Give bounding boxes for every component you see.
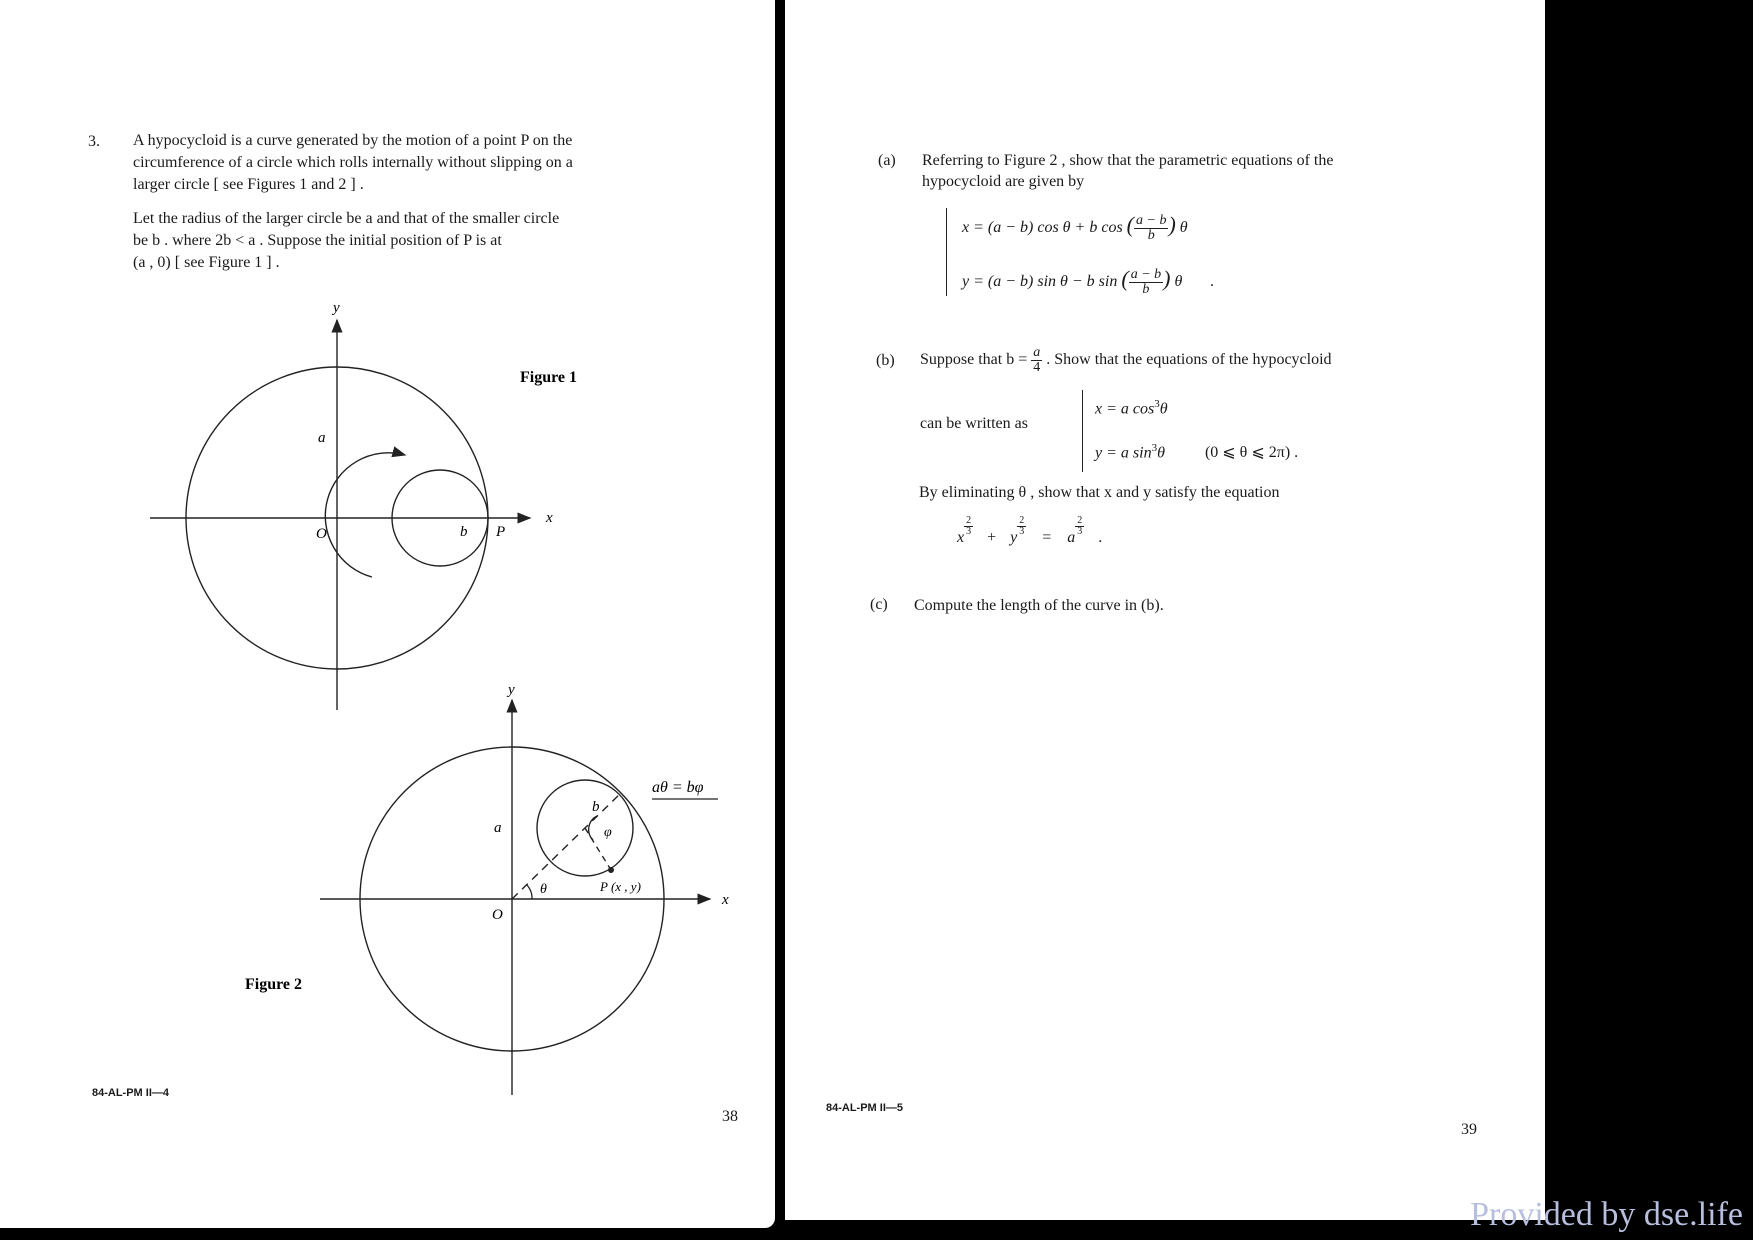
final-a: a: [1067, 529, 1076, 546]
fig2-label-a: a: [494, 820, 502, 836]
paren-close: ): [1163, 266, 1171, 292]
eq-y-frac-num: a − b: [1130, 267, 1162, 282]
question-number: 3.: [88, 133, 100, 150]
eq-x-frac-num: a − b: [1136, 213, 1167, 228]
b-eq-y-cube: 3: [1151, 442, 1158, 454]
part-b-line1-end: . Show that the equations of the hypocycloid: [1046, 351, 1332, 369]
fig2-title: Figure 2: [245, 976, 303, 993]
fig1-label-o: O: [316, 526, 327, 542]
eq-x-frac-den: b: [1147, 228, 1155, 243]
final-y-exp-den: 3: [1019, 526, 1025, 537]
part-b-final-equation: [957, 516, 1102, 549]
b-frac-den: 4: [1033, 360, 1041, 375]
eq-x-fraction: [1134, 214, 1168, 243]
setup-line-1: Let the radius of the larger circle be a and that of the smaller circle: [133, 210, 560, 227]
page-number-right: 39: [1461, 1121, 1477, 1138]
part-c-label: (c): [870, 596, 888, 613]
final-y-exp: [1017, 516, 1026, 537]
b-eq-y-theta: θ: [1157, 444, 1165, 462]
fig1-label-x: x: [546, 510, 553, 526]
page-number-left: 38: [722, 1108, 738, 1125]
eq-x-theta: θ: [1179, 219, 1188, 237]
b-eq-x-cube: 3: [1154, 398, 1160, 410]
part-a-brace: [946, 208, 947, 296]
paren-open: (: [1121, 266, 1129, 292]
final-plus: +: [987, 529, 997, 546]
final-a-exp-num: 2: [1077, 515, 1083, 526]
fig1-title: Figure 1: [520, 369, 578, 386]
figure-1: [0, 290, 775, 710]
intro-line-2: circumference of a circle which rolls internally without slipping on a: [133, 154, 573, 171]
part-b-label: (b): [876, 352, 895, 369]
part-b-line1-start: Suppose that b =: [920, 351, 1028, 369]
b-eq-y-text: y = a sin: [1095, 444, 1152, 462]
part-b-line-2: can be written as: [920, 415, 1028, 432]
part-b-eq-y: [1095, 437, 1298, 464]
intro-line-1: A hypocycloid is a curve generated by the motion of a point P on the: [133, 132, 573, 149]
part-b-line-3: By eliminating θ , show that x and y satisfy the equation: [919, 484, 1280, 501]
final-a-exp-den: 3: [1077, 526, 1083, 537]
watermark: Provided by dse.life: [1470, 1196, 1743, 1233]
part-b-line-1: [920, 346, 1332, 375]
left-page: [0, 0, 775, 1228]
b-fraction: [1031, 346, 1042, 375]
part-a-line-2: hypocycloid are given by: [922, 173, 1085, 190]
fig2-label-x: x: [722, 892, 729, 908]
part-a-eq-x: [962, 214, 1188, 243]
final-y-exp-num: 2: [1019, 515, 1025, 526]
part-b-eq-x: [1095, 393, 1168, 420]
final-y: y: [1010, 529, 1018, 546]
fig2-relation: aθ = bφ: [652, 779, 704, 796]
final-x-exp: [964, 516, 973, 537]
eq-x-left: x = (a − b) cos θ + b cos: [962, 219, 1123, 237]
fig1-label-p: P: [496, 524, 506, 540]
fig2-label-point: P (x , y): [600, 879, 641, 894]
fig2-label-y: y: [508, 682, 515, 698]
part-a-label: (a): [878, 152, 896, 169]
fig2-theta-arc: [527, 885, 532, 899]
footer-code-left: 84-AL-PM II—4: [92, 1087, 170, 1099]
intro-line-3: larger circle [ see Figures 1 and 2 ] .: [133, 176, 364, 193]
eq-y-end: .: [1210, 273, 1215, 291]
setup-line-3: (a , 0) [ see Figure 1 ] .: [133, 254, 280, 271]
setup-line-2: be b . where 2b < a . Suppose the initial position of P is at: [133, 232, 502, 249]
fig2-label-theta: θ: [540, 882, 547, 897]
paren-open: (: [1126, 212, 1134, 238]
fig1-label-b: b: [460, 524, 468, 540]
part-a-line-1: Referring to Figure 2 , show that the parametric equations of the: [922, 152, 1334, 169]
final-x: x: [957, 529, 965, 546]
fig1-label-y: y: [333, 300, 340, 316]
fig1-label-a: a: [318, 430, 326, 446]
part-a-eq-y: [962, 268, 1214, 297]
final-equals: =: [1042, 529, 1052, 546]
right-page: [785, 0, 1545, 1220]
final-x-exp-den: 3: [966, 526, 972, 537]
paren-close: ): [1168, 212, 1176, 238]
fig2-label-o: O: [492, 907, 503, 923]
part-b-brace: [1082, 390, 1083, 472]
final-x-exp-num: 2: [966, 515, 972, 526]
fig2-point-p: [608, 867, 614, 873]
fig2-phi-arc: [589, 816, 597, 840]
b-eq-x-theta: θ: [1159, 400, 1168, 418]
footer-code-right: 84-AL-PM II—5: [826, 1102, 904, 1114]
eq-y-left: y = (a − b) sin θ − b sin: [962, 273, 1118, 291]
fig2-label-phi: φ: [604, 825, 612, 840]
eq-y-theta: θ: [1174, 273, 1183, 291]
b-eq-x-text: x = a cos: [1095, 400, 1155, 418]
figure-2: [0, 680, 775, 1100]
b-frac-num: a: [1033, 345, 1041, 360]
b-range: (0 ⩽ θ ⩽ 2π) .: [1204, 444, 1299, 462]
part-c-text: Compute the length of the curve in (b).: [914, 597, 1164, 614]
eq-y-fraction: [1129, 268, 1163, 297]
final-end: .: [1098, 529, 1103, 546]
fig2-label-b: b: [592, 799, 600, 815]
final-a-exp: [1075, 516, 1084, 537]
eq-y-frac-den: b: [1142, 282, 1150, 297]
